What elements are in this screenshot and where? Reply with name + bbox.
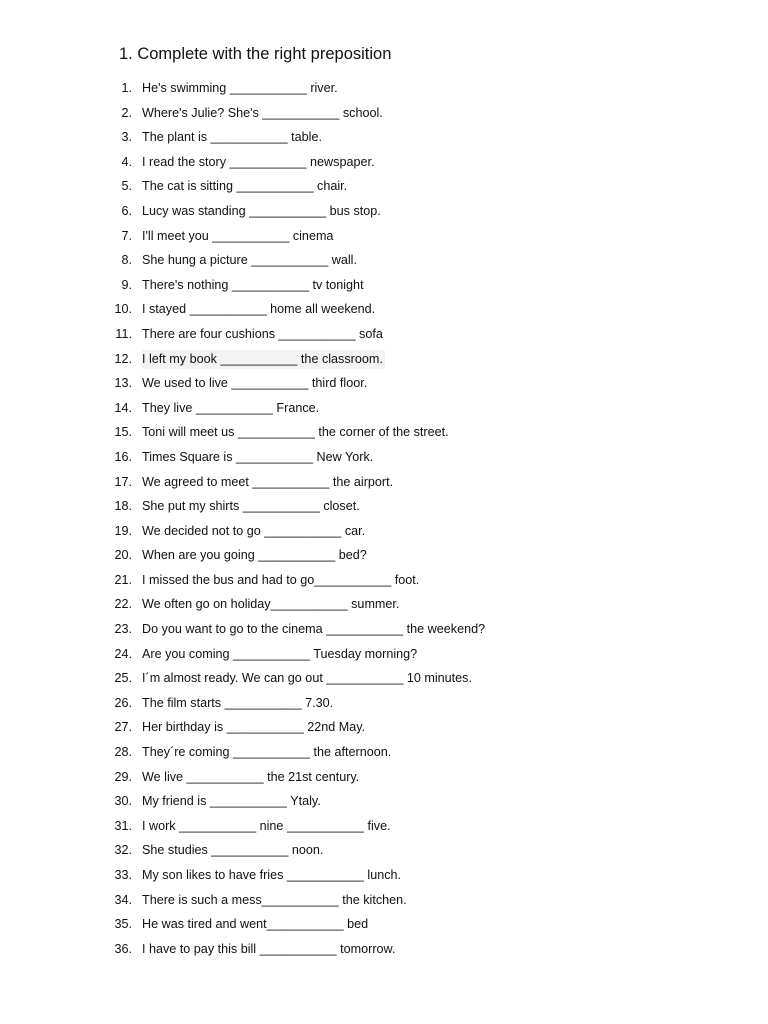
- list-item: [0, 891, 768, 916]
- item-sentence: She studies ___________ noon.: [142, 843, 324, 858]
- item-number: 6.: [121, 203, 132, 218]
- item-number: 1.: [121, 81, 132, 95]
- item-number: 5.: [121, 179, 132, 194]
- list-item: [0, 718, 768, 743]
- list-item: [0, 866, 768, 891]
- item-number: 22.: [114, 597, 132, 612]
- item-sentence: I left my book ___________ the classroom.: [142, 350, 385, 369]
- item-number: 10.: [114, 302, 132, 317]
- list-item: [0, 915, 768, 940]
- list-item: [0, 522, 768, 547]
- item-sentence: I'll meet you ___________ cinema: [142, 228, 334, 243]
- item-number: 19.: [114, 523, 132, 538]
- list-item: [0, 251, 768, 276]
- item-number: 21.: [114, 572, 132, 587]
- item-sentence: When are you going ___________ bed?: [142, 548, 367, 563]
- list-item: [0, 350, 768, 375]
- item-number: 8.: [121, 253, 132, 268]
- list-item: [0, 792, 768, 817]
- item-sentence: The cat is sitting ___________ chair.: [142, 179, 348, 194]
- item-number: 31.: [114, 818, 132, 833]
- item-sentence: The plant is ___________ table.: [142, 130, 322, 145]
- item-number: 12.: [114, 351, 132, 366]
- list-item: [0, 448, 768, 473]
- item-sentence: My son likes to have fries ___________ lunch.: [142, 868, 402, 882]
- item-sentence: I´m almost ready. We can go out ___________ 10 minutes.: [142, 671, 472, 686]
- list-item: [0, 325, 768, 350]
- item-sentence: They live ___________ France.: [142, 400, 320, 415]
- list-item: [0, 423, 768, 448]
- exercise-title: 1. Complete with the right preposition: [119, 45, 392, 63]
- list-item: [0, 276, 768, 301]
- item-number: 27.: [114, 720, 132, 735]
- item-number: 7.: [121, 228, 132, 243]
- item-sentence: They´re coming ___________ the afternoon.: [142, 745, 392, 760]
- list-item: [0, 497, 768, 522]
- item-sentence: We often go on holiday___________ summer.: [142, 597, 400, 612]
- item-number: 32.: [114, 843, 132, 858]
- item-number: 11.: [115, 326, 132, 341]
- list-item: [0, 79, 768, 104]
- item-number: 9.: [121, 277, 132, 292]
- item-number: 17.: [114, 474, 132, 489]
- item-sentence: We agreed to meet ___________ the airport.: [142, 474, 394, 489]
- item-sentence: Lucy was standing ___________ bus stop.: [142, 203, 381, 218]
- list-item: [0, 399, 768, 424]
- item-sentence: My friend is ___________ Ytaly.: [142, 794, 321, 809]
- list-item: [0, 571, 768, 596]
- list-item: [0, 300, 768, 325]
- item-sentence: Toni will meet us ___________ the corner of the street.: [142, 425, 449, 440]
- list-item: [0, 841, 768, 866]
- item-sentence: Do you want to go to the cinema ___________ the weekend?: [142, 622, 486, 637]
- list-item: [0, 177, 768, 202]
- list-item: [0, 620, 768, 645]
- list-item: [0, 153, 768, 178]
- list-item: [0, 546, 768, 571]
- list-item: [0, 374, 768, 399]
- item-sentence: Times Square is ___________ New York.: [142, 449, 374, 464]
- item-sentence: There is such a mess___________ the kitchen.: [142, 892, 407, 907]
- item-sentence: I work ___________ nine ___________ five.: [142, 818, 391, 833]
- item-sentence: Her birthday is ___________ 22nd May.: [142, 720, 366, 735]
- item-number: 26.: [114, 695, 132, 710]
- item-sentence: We decided not to go ___________ car.: [142, 523, 366, 538]
- item-sentence: Where's Julie? She's ___________ school.: [142, 105, 383, 120]
- item-number: 15.: [114, 425, 132, 440]
- item-number: 20.: [114, 548, 132, 563]
- item-sentence: Are you coming ___________ Tuesday morning?: [142, 646, 418, 661]
- item-number: 3.: [121, 130, 132, 145]
- item-sentence: She hung a picture ___________ wall.: [142, 253, 357, 268]
- exercise-list: [0, 79, 768, 964]
- item-number: 30.: [114, 794, 132, 809]
- item-number: 28.: [114, 745, 132, 760]
- list-item: [0, 104, 768, 129]
- list-item: [0, 645, 768, 670]
- item-number: 16.: [114, 449, 132, 464]
- item-number: 23.: [114, 622, 132, 637]
- item-number: 2.: [121, 105, 132, 120]
- item-number: 18.: [114, 499, 132, 514]
- list-item: [0, 128, 768, 153]
- list-item: [0, 595, 768, 620]
- item-number: 29.: [114, 769, 132, 784]
- item-number: 35.: [114, 917, 132, 932]
- item-sentence: I read the story ___________ newspaper.: [142, 154, 375, 169]
- list-item: [0, 227, 768, 252]
- item-number: 25.: [114, 671, 132, 686]
- item-sentence: I missed the bus and had to go___________ foot.: [142, 572, 420, 587]
- list-item: [0, 768, 768, 793]
- item-sentence: He was tired and went___________ bed: [142, 917, 369, 932]
- item-number: 13.: [114, 376, 132, 391]
- item-sentence: The film starts ___________ 7.30.: [142, 695, 334, 710]
- item-sentence: We used to live ___________ third floor.: [142, 376, 368, 391]
- list-item: [0, 694, 768, 719]
- item-number: 34.: [114, 892, 132, 907]
- list-item: [0, 473, 768, 498]
- item-number: 36.: [114, 941, 132, 956]
- item-sentence: I stayed ___________ home all weekend.: [142, 302, 376, 317]
- item-sentence: She put my shirts ___________ closet.: [142, 499, 360, 514]
- item-sentence: I have to pay this bill ___________ tomorrow.: [142, 941, 396, 956]
- list-item: [0, 940, 768, 965]
- item-sentence: There's nothing ___________ tv tonight: [142, 277, 364, 292]
- list-item: [0, 202, 768, 227]
- item-number: 33.: [114, 868, 132, 882]
- list-item: [0, 669, 768, 694]
- item-number: 14.: [114, 400, 132, 415]
- item-number: 24.: [114, 646, 132, 661]
- item-sentence: We live ___________ the 21st century.: [142, 769, 360, 784]
- item-number: 4.: [121, 154, 132, 169]
- item-sentence: There are four cushions ___________ sofa: [142, 326, 383, 341]
- item-sentence: He's swimming ___________ river.: [142, 81, 338, 95]
- list-item: [0, 743, 768, 768]
- list-item: [0, 817, 768, 842]
